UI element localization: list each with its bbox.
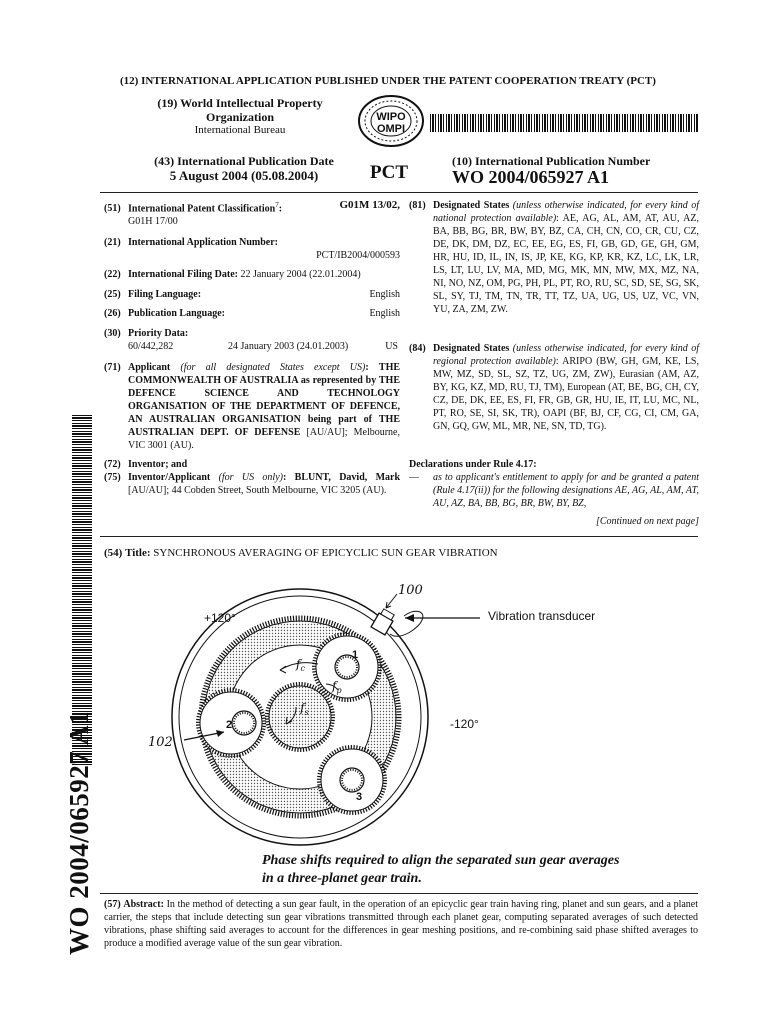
field-30-app: 60/442,282 bbox=[128, 341, 174, 352]
field-71-label: Applicant bbox=[128, 362, 171, 373]
field-84-label: Designated States bbox=[433, 343, 510, 354]
field-54-num: (54) bbox=[104, 547, 123, 559]
field-25-label: Filing Language: bbox=[128, 289, 202, 300]
pct-heading: (12) INTERNATIONAL APPLICATION PUBLISHED UNDER THE PATENT COOPERATION TREATY (PCT) bbox=[120, 75, 656, 87]
field-72-num: (72) bbox=[104, 459, 121, 470]
field-81-label: Designated States bbox=[433, 200, 510, 211]
abstract bbox=[104, 898, 698, 950]
org-line-2: Organization bbox=[206, 110, 274, 124]
field-21-num: (21) bbox=[104, 237, 121, 248]
declarations-body: as to applicant's entitlement to apply for and be granted a patent (Rule 4.17(ii)) for the following designations AE, AG, AL, AM, AT, AU, AZ, BA, BB, BG, BR, BW, BY, BZ, bbox=[433, 472, 699, 509]
title-rule bbox=[100, 536, 698, 537]
field-51-sup: 7 bbox=[275, 201, 279, 209]
field-81-states: : AE, AG, AL, AM, AT, AU, AZ, BA, BB, BG, BR, BW, BY, BZ, CA, CH, CN, CO, CR, CU, CZ, DE, DK, DM, DZ, EC, EE, EG, ES, FI, GB, GD, GE, GH, GM, HR, HU, ID, IL, IN, IS, JP, KE, KG, KP, KR, KZ, LC, LK, LR, LS, LT, LU, LV, MA, MD, MG, MK, MN, MW, MX, MZ, NA, NI, NO, NZ, OM, PG, PH, PL, PT, RO, RU, SC, SD, SE, SG, SK, SL, SY, TJ, TM, TN, TR, TT, TZ, UA, UG, US, UZ, VC, VN, YU, ZA, ZM, ZW. bbox=[433, 213, 700, 315]
fs-label: $f_s$ bbox=[300, 701, 309, 717]
field-71-applicant: THE COMMONWEALTH OF AUSTRALIA as represented by THE DEFENCE SCIENCE AND TECHNOLOGY ORGANISATION OF THE DEPARTMENT OF DEFENCE, AN AUSTRALIAN ORGANISATION being part of THE AUSTRALIAN DEPT. OF DEFENSE bbox=[128, 362, 401, 438]
field-21-value: PCT/IB2004/000593 bbox=[316, 250, 400, 261]
wipo-logo-icon bbox=[356, 94, 426, 148]
transducer-label: Vibration transducer bbox=[488, 609, 596, 623]
pct-mark: PCT bbox=[370, 162, 408, 183]
field-51-colon: : bbox=[278, 203, 283, 215]
field-30-date: 24 January 2003 (24.01.2003) bbox=[228, 341, 349, 352]
field-22-label: International Filing Date: bbox=[128, 269, 238, 280]
angle-plus-120: +120° bbox=[204, 611, 236, 625]
field-21-label: International Application Number: bbox=[128, 237, 279, 248]
field-75-colon: : bbox=[282, 472, 287, 483]
field-71-paren: (for all designated States except US) bbox=[180, 362, 366, 373]
planet-2-label: 2 bbox=[226, 719, 233, 731]
field-75-address: [AU/AU]; 44 Cobden Street, South Melbourne, VIC 3205 (AU). bbox=[128, 485, 387, 496]
continued-note: [Continued on next page] bbox=[595, 516, 699, 527]
field-54 bbox=[104, 546, 704, 560]
field-21 bbox=[104, 236, 400, 262]
field-75 bbox=[104, 471, 400, 497]
abstract-num: (57) bbox=[104, 899, 121, 910]
fc-label: $f_c$ bbox=[296, 657, 305, 673]
field-22-num: (22) bbox=[104, 269, 121, 280]
ref-100-label: 100 bbox=[398, 583, 423, 598]
caption-line-1: Phase shifts required to align the separated sun gear averages bbox=[262, 853, 620, 868]
field-51-main: G01M 13/02, bbox=[339, 199, 400, 211]
sun-gear-body bbox=[269, 686, 331, 748]
fp-label: $f_p$ bbox=[332, 679, 342, 695]
field-71-num: (71) bbox=[104, 362, 121, 373]
field-25 bbox=[104, 288, 400, 301]
planet-3-label: 3 bbox=[356, 791, 363, 803]
pub-date-value: 5 August 2004 (05.08.2004) bbox=[169, 168, 319, 183]
field-54-label: Title: bbox=[125, 547, 151, 559]
field-22-value: 22 January 2004 (22.01.2004) bbox=[240, 269, 361, 280]
field-51-second: G01H 17/00 bbox=[128, 216, 178, 228]
field-75-num: (75) bbox=[104, 472, 121, 483]
logo-text-top: WIPO bbox=[376, 111, 406, 123]
figure-caption bbox=[262, 852, 702, 888]
field-51-num: (51) bbox=[104, 203, 121, 215]
field-71-colon: : bbox=[365, 362, 369, 373]
header-rule bbox=[100, 192, 698, 193]
field-71 bbox=[104, 361, 400, 452]
field-84-states: : ARIPO (BW, GH, GM, KE, LS, MW, MZ, SD, SL, SZ, TZ, UG, ZM, ZW), Eurasian (AM, AZ, BY, KG, KZ, MD, RU, TJ, TM), European (AT, BE, BG, CH, CY, CZ, DE, DK, EE, ES, FI, FR, GB, GR, HU, IE, IT, LU, MC, NL, PT, RO, SE, SI, SK, TR), OAPI (BF, BJ, CF, CG, CI, CM, GA, GN, GQ, GW, ML, MR, NE, SN, TD, TG). bbox=[433, 356, 699, 432]
field-26-label: Publication Language: bbox=[128, 308, 225, 319]
field-26-value: English bbox=[369, 308, 400, 319]
field-26 bbox=[104, 307, 400, 320]
ref-102-label: 102 bbox=[148, 735, 173, 750]
field-72 bbox=[104, 458, 400, 471]
field-75-paren: (for US only) bbox=[218, 472, 283, 483]
org-line-3: International Bureau bbox=[194, 124, 286, 136]
field-30-label: Priority Data: bbox=[128, 328, 189, 339]
declarations bbox=[409, 471, 699, 510]
field-54-title: SYNCHRONOUS AVERAGING OF EPICYCLIC SUN GEAR VIBRATION bbox=[153, 547, 498, 559]
field-30-country: US bbox=[385, 341, 398, 352]
vibration-transducer-icon bbox=[371, 608, 396, 635]
field-30-num: (30) bbox=[104, 328, 121, 339]
field-25-num: (25) bbox=[104, 289, 121, 300]
wipo-organization bbox=[130, 96, 350, 137]
field-71-address: [AU/AU]; Melbourne, VIC 3001 (AU). bbox=[128, 427, 400, 451]
declarations-title: Declarations under Rule 4.17: bbox=[409, 459, 537, 470]
field-25-value: English bbox=[369, 289, 400, 300]
abstract-rule bbox=[100, 893, 698, 894]
field-81-num: (81) bbox=[409, 200, 426, 211]
transducer-cable bbox=[390, 611, 423, 636]
field-75-inventor: BLUNT, David, Mark bbox=[294, 472, 401, 483]
field-84 bbox=[409, 342, 699, 433]
field-51 bbox=[104, 199, 400, 228]
logo-text-bottom: OMPI bbox=[376, 123, 406, 135]
gear-figure bbox=[100, 572, 700, 882]
field-84-paren: (unless otherwise indicated, for every kind of regional protection available) bbox=[433, 343, 699, 367]
caption-line-2: in a three-planet gear train. bbox=[262, 871, 422, 886]
abstract-body: In the method of detecting a sun gear fault, in the operation of an epicyclic gear train having ring, planet and sun gears, and a planet carrier, the steps that include detecting sun gear vibrations transmitted through each planet gear, computing separated averages of such detected vibrations, phase shifting said averages to account for the differences in gear meshing positions, and re-combining said phase shifted averages to produce a modified average value of the sun gear vibration. bbox=[104, 899, 699, 949]
field-81 bbox=[409, 199, 699, 316]
planet-gear-1 bbox=[314, 634, 380, 700]
declarations-dash: — bbox=[409, 472, 419, 483]
barcode-top bbox=[430, 114, 698, 132]
planet-1-label: 1 bbox=[352, 649, 359, 661]
angle-minus-120: -120° bbox=[450, 717, 479, 731]
field-75-label: Inventor/Applicant bbox=[128, 472, 211, 483]
field-26-num: (26) bbox=[104, 308, 121, 319]
side-pub-number: WO 2004/065927 A1 bbox=[64, 710, 94, 955]
abstract-label: Abstract: bbox=[123, 899, 164, 910]
field-84-num: (84) bbox=[409, 343, 426, 354]
ref-100-leader bbox=[386, 594, 397, 608]
field-51-label: International Patent Classification bbox=[128, 203, 276, 215]
field-81-paren: (unless otherwise indicated, for every kind of national protection available) bbox=[433, 200, 699, 224]
field-72-label: Inventor; and bbox=[128, 459, 188, 470]
pub-num-value: WO 2004/065927 A1 bbox=[452, 167, 610, 187]
field-30 bbox=[104, 327, 400, 353]
pub-num-label: (10) International Publication Number bbox=[452, 154, 651, 168]
pub-date-label: (43) International Publication Date bbox=[154, 154, 334, 168]
field-22 bbox=[104, 268, 400, 281]
org-line-1: (19) World Intellectual Property bbox=[157, 96, 323, 110]
planet-gear-3 bbox=[319, 747, 385, 813]
